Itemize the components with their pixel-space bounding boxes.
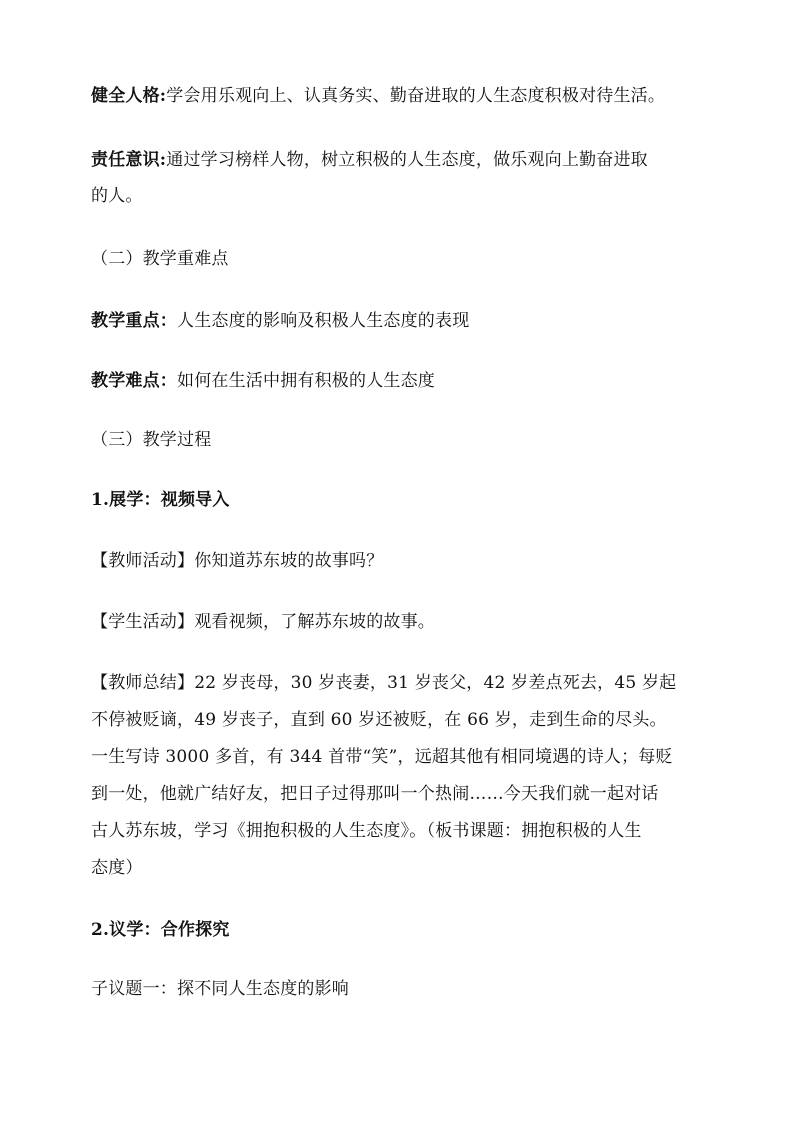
paragraph-student-activity: 【学生活动】观看视频，了解苏东坡的故事。 bbox=[91, 612, 435, 632]
paragraph-difficult-point bbox=[91, 371, 435, 391]
paragraph-teacher-activity: 【教师活动】你知道苏东坡的故事吗？ bbox=[91, 551, 384, 571]
paragraph-text: 的人。 bbox=[91, 186, 143, 206]
paragraph-text: 通过学习榜样人物，树立积极的人生态度，做乐观向上勤奋进取 bbox=[166, 150, 648, 170]
step-title-video-intro: 1.展学：视频导入 bbox=[91, 490, 230, 510]
step-title-cooperative-inquiry: 2.议学：合作探究 bbox=[91, 920, 230, 940]
paragraph-responsibility bbox=[91, 150, 648, 170]
paragraph-text: 如何在生活中拥有积极的人生态度 bbox=[177, 371, 435, 391]
section-title-process: （三）教学过程 bbox=[91, 430, 212, 450]
paragraph-text: 人生态度的影响及积极人生态度的表现 bbox=[177, 311, 470, 331]
summary-line: 态度） bbox=[91, 858, 143, 878]
paragraph-label: 教学重点： bbox=[91, 311, 177, 331]
section-title-key-difficult: （二）教学重难点 bbox=[91, 249, 229, 269]
paragraph-healthy-personality bbox=[91, 86, 665, 106]
summary-line: 【教师总结】22 岁丧母，30 岁丧妻，31 岁丧父，42 岁差点死去，45 岁起 bbox=[91, 673, 677, 693]
paragraph-key-point bbox=[91, 311, 469, 331]
paragraph-sub-topic-1: 子议题一：探不同人生态度的影响 bbox=[91, 979, 349, 999]
paragraph-label: 责任意识: bbox=[91, 150, 167, 170]
summary-line: 一生写诗 3000 多首，有 344 首带“笑”，远超其他有相同境遇的诗人；每贬 bbox=[91, 747, 673, 767]
paragraph-label: 教学难点： bbox=[91, 371, 177, 391]
paragraph-text: 学会用乐观向上、认真务实、勤奋进取的人生态度积极对待生活。 bbox=[166, 86, 666, 106]
summary-line: 不停被贬谪，49 岁丧子，直到 60 岁还被贬，在 66 岁，走到生命的尽头。 bbox=[91, 710, 667, 730]
paragraph-label: 健全人格: bbox=[91, 86, 167, 106]
summary-line: 古人苏东坡，学习《拥抱积极的人生态度》。（板书课题：拥抱积极的人生 bbox=[91, 821, 642, 841]
paragraph-responsibility-cont bbox=[91, 186, 143, 206]
summary-line: 到一处，他就广结好友，把日子过得那叫一个热闹……今天我们就一起对话 bbox=[91, 784, 659, 804]
